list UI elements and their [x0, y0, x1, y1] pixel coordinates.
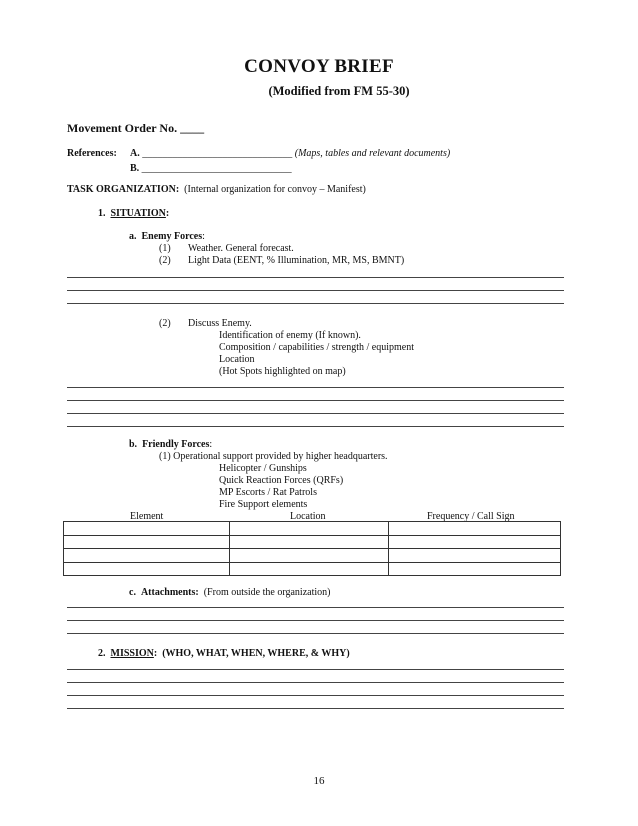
mission-number: 2. — [98, 648, 106, 659]
friendly-support-item: Quick Reaction Forces (QRFs) — [219, 475, 344, 486]
table-cell[interactable] — [64, 562, 230, 576]
friendly-item-1: (1) Operational support provided by higher headquarters. — [159, 451, 388, 462]
write-line — [67, 708, 564, 709]
write-line — [67, 620, 564, 621]
write-line — [67, 387, 564, 388]
table-cell[interactable] — [389, 535, 561, 549]
table-cell[interactable] — [64, 535, 230, 549]
write-line — [67, 682, 564, 683]
table-cell[interactable] — [389, 522, 561, 536]
table-row — [64, 549, 561, 563]
mission-colon: : — [153, 648, 158, 659]
table-header-frequency: Frequency / Call Sign — [427, 511, 515, 522]
reference-b — [130, 163, 292, 174]
discuss-enemy-item: Identification of enemy (If known). — [219, 330, 361, 341]
write-line — [67, 277, 564, 278]
references-row-a — [67, 148, 117, 159]
friendly-support-item: Fire Support elements — [219, 499, 308, 510]
reference-a-note: (Maps, tables and relevant documents) — [292, 148, 451, 159]
write-line — [67, 633, 564, 634]
attachments-prefix: c. — [129, 587, 136, 598]
table-header-element: Element — [130, 511, 164, 522]
friendly-support-item: MP Escorts / Rat Patrols — [219, 487, 317, 498]
movement-order-field: Movement Order No. ____ — [67, 121, 205, 135]
attachments-heading — [129, 587, 330, 598]
write-line — [67, 669, 564, 670]
write-line — [67, 400, 564, 401]
situation-label: SITUATION — [110, 208, 166, 219]
friendly-support-item: Helicopter / Gunships — [219, 463, 307, 474]
friendly-prefix: b. — [129, 439, 138, 450]
enemy-colon: : — [202, 231, 205, 242]
table-cell[interactable] — [64, 522, 230, 536]
table-row — [64, 522, 561, 536]
write-line — [67, 426, 564, 427]
friendly-forces-table — [63, 521, 561, 576]
page-number: 16 — [313, 775, 325, 787]
enemy-item-1-text: Weather. General forecast. — [188, 243, 294, 254]
mission-label: MISSION — [110, 648, 154, 659]
table-cell[interactable] — [64, 549, 230, 563]
mission-heading — [98, 648, 350, 659]
enemy-prefix: a. — [129, 231, 137, 242]
situation-number: 1. — [98, 208, 106, 219]
write-line — [67, 607, 564, 608]
discuss-enemy-item: Location — [219, 354, 255, 365]
discuss-enemy-item: (Hot Spots highlighted on map) — [219, 366, 346, 377]
table-cell[interactable] — [230, 535, 389, 549]
table-header-location: Location — [290, 511, 326, 522]
table-cell[interactable] — [230, 522, 389, 536]
friendly-forces-heading — [129, 439, 212, 450]
friendly-label: Friendly Forces — [142, 439, 210, 450]
table-row — [64, 562, 561, 576]
enemy-forces-heading — [129, 231, 205, 242]
reference-b-blank: ______________________________ — [141, 163, 292, 174]
situation-colon: : — [165, 208, 170, 219]
enemy-item-1-num: (1) — [159, 243, 171, 254]
task-org-label: TASK ORGANIZATION: — [67, 184, 180, 195]
task-organization — [67, 184, 366, 195]
write-line — [67, 413, 564, 414]
write-line — [67, 695, 564, 696]
page-title: CONVOY BRIEF — [244, 56, 394, 77]
enemy-item-2-text: Light Data (EENT, % Illumination, MR, MS, BMNT) — [188, 255, 405, 266]
table-cell[interactable] — [230, 549, 389, 563]
table-cell[interactable] — [230, 562, 389, 576]
discuss-enemy-item: Composition / capabilities / strength / equipment — [219, 342, 414, 353]
reference-b-prefix: B. — [130, 163, 142, 174]
reference-a — [130, 148, 450, 159]
table-cell[interactable] — [389, 549, 561, 563]
attachments-note: (From outside the organization) — [203, 587, 331, 598]
table-cell[interactable] — [389, 562, 561, 576]
discuss-enemy-text: Discuss Enemy. — [188, 318, 252, 329]
attachments-label: Attachments: — [140, 587, 199, 598]
table-row — [64, 535, 561, 549]
task-org-note: (Internal organization for convoy – Manifest) — [184, 184, 366, 195]
page-subtitle: (Modified from FM 55-30) — [268, 84, 410, 98]
enemy-label: Enemy Forces — [141, 231, 203, 242]
friendly-colon: : — [209, 439, 213, 450]
references-label: References: — [67, 148, 117, 159]
write-line — [67, 303, 564, 304]
reference-a-blank: ______________________________ — [142, 148, 293, 159]
enemy-item-2-num: (2) — [159, 255, 171, 266]
discuss-enemy-num: (2) — [159, 318, 171, 329]
situation-heading — [98, 208, 169, 219]
write-line — [67, 290, 564, 291]
mission-note: (WHO, WHAT, WHEN, WHERE, & WHY) — [162, 648, 350, 659]
reference-a-prefix: A. — [130, 148, 143, 159]
